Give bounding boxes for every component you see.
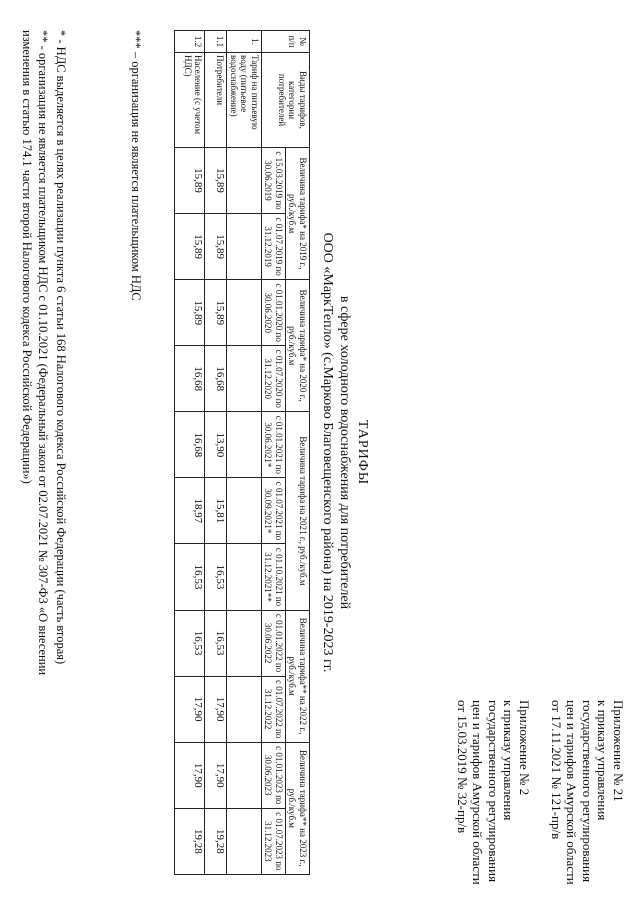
attachment-current-line3: государственного регулирования <box>580 700 595 883</box>
footnote-vat: * - НДС выделяется в целях реализации пункта 6 статьи 168 Налогового кодекса Российской Федерации (часть вторая) <box>54 30 68 665</box>
attachment-original-line5: от 15.03.2019 № 32-пр/в <box>455 700 470 834</box>
value-cell: 15,89 <box>175 148 205 214</box>
row-label: Тариф на питьевую воду (питьевое водоснабжение) <box>227 53 262 148</box>
value-cell: 17,90 <box>175 742 205 808</box>
value-cell <box>227 478 262 544</box>
table-row <box>175 31 205 875</box>
value-cell: 17,90 <box>175 676 205 742</box>
period-cell: с 01.01.2020 по 30.06.2020 <box>262 280 286 346</box>
attachment-current-line5: от 17.11.2021 № 121-пр/в <box>549 700 564 840</box>
attachment-current <box>549 700 627 885</box>
period-cell: с 01.01.2022 по 30.06.2022 <box>262 610 286 676</box>
attachment-original-line3: государственного регулирования <box>486 700 501 883</box>
value-cell: 13,90 <box>205 412 227 478</box>
attachment-original-line2: к приказу управления <box>501 700 517 821</box>
table-row <box>227 31 262 875</box>
value-cell: 15,89 <box>175 214 205 280</box>
header-num: № п/п <box>262 31 310 53</box>
value-cell: 16,53 <box>205 610 227 676</box>
value-cell: 16,68 <box>175 346 205 412</box>
value-cell: 16,53 <box>175 544 205 610</box>
value-cell: 15,89 <box>205 214 227 280</box>
period-cell: с 01.07.2019 по 31.12.2019 <box>262 214 286 280</box>
value-cell: 15,89 <box>205 148 227 214</box>
attachment-current-line2: к приказу управления <box>595 700 611 821</box>
value-cell <box>227 280 262 346</box>
value-cell <box>227 148 262 214</box>
attachment-original <box>455 700 533 885</box>
footnote-non-vat-1: ** - организация не является плательщиком НДС с 01.10.2021 (Федеральный закон от 02.07.2021 № 307-ФЗ «О внесении <box>36 30 50 676</box>
value-cell <box>227 346 262 412</box>
attachment-current-line1: Приложение № 21 <box>611 700 626 802</box>
value-cell: 19,28 <box>175 808 205 874</box>
header-2019: Величина тарифа* на 2019 г., руб./куб.м <box>286 148 310 280</box>
value-cell: 16,53 <box>205 544 227 610</box>
value-cell: 15,81 <box>205 478 227 544</box>
header-2022: Величина тарифа** на 2022 г., руб./куб.м <box>286 610 310 742</box>
header-2023: Величина тарифа** на 2023 г., руб./куб.м <box>286 742 310 874</box>
value-cell: 17,90 <box>205 676 227 742</box>
period-cell: с 01.07.2022 по 31.12.2022 <box>262 676 286 742</box>
value-cell <box>227 610 262 676</box>
value-cell: 19,28 <box>205 808 227 874</box>
header-2021: Величина тарифа на 2021 г., руб./куб.м <box>286 412 310 610</box>
period-cell: с 01.01.2021 по 30.06.2021* <box>262 412 286 478</box>
value-cell: 17,90 <box>205 742 227 808</box>
row-num: 1.2 <box>175 31 205 53</box>
attachment-original-line4: цен и тарифов Амурской области <box>470 700 486 885</box>
document-title: ТАРИФЫ <box>355 419 370 486</box>
value-cell: 16,53 <box>175 610 205 676</box>
row-num: 1.1 <box>205 31 227 53</box>
value-cell <box>227 676 262 742</box>
period-cell: с 01.07.2021 по 30.09.2021* <box>262 478 286 544</box>
row-num: 1. <box>227 31 262 53</box>
period-cell: с 01.07.2020 по 31.12.2020 <box>262 346 286 412</box>
value-cell <box>227 808 262 874</box>
value-cell <box>227 412 262 478</box>
value-cell <box>227 544 262 610</box>
value-cell: 15,89 <box>205 280 227 346</box>
value-cell: 16,68 <box>175 412 205 478</box>
header-2020: Величина тарифа* на 2020 г., руб./куб.м <box>286 280 310 412</box>
period-cell: с 15.03.2019 по 30.06.2019 <box>262 148 286 214</box>
attachment-original-line1: Приложение № 2 <box>517 700 532 796</box>
period-cell: с 01.01.2023 по 30.06.2023 <box>262 742 286 808</box>
footnote-row-note: *** – организация не является плательщиком НДС <box>129 30 143 301</box>
value-cell: 16,68 <box>205 346 227 412</box>
tariff-table <box>175 30 311 875</box>
period-cell: с 01.10.2021 по 31.12.2021** <box>262 544 286 610</box>
period-cell: с 01.07.2023 по 31.12.2023 <box>262 808 286 874</box>
header-kind: Виды тарифов, категории потребителей <box>262 53 310 148</box>
value-cell <box>227 214 262 280</box>
table-period-row <box>262 31 286 875</box>
value-cell: 18,97 <box>175 478 205 544</box>
table-header-row <box>286 31 310 875</box>
document-subtitle: в сфере холодного водоснабжения для потребителей <box>337 295 352 610</box>
value-cell <box>227 742 262 808</box>
document-organization: ООО «МаркТепло» (с.Марково Благовещенского района) на 2019-2023 гг. <box>320 232 335 673</box>
row-label: Население (с учетом НДС) <box>175 53 205 148</box>
value-cell: 15,89 <box>175 280 205 346</box>
footnote-non-vat-2: изменения в статью 174.1 части второй Налогового кодекса Российской Федерации») <box>20 30 34 484</box>
row-label: Потребители <box>205 53 227 148</box>
table-row <box>205 31 227 875</box>
attachment-current-line4: цен и тарифов Амурской области <box>564 700 580 885</box>
